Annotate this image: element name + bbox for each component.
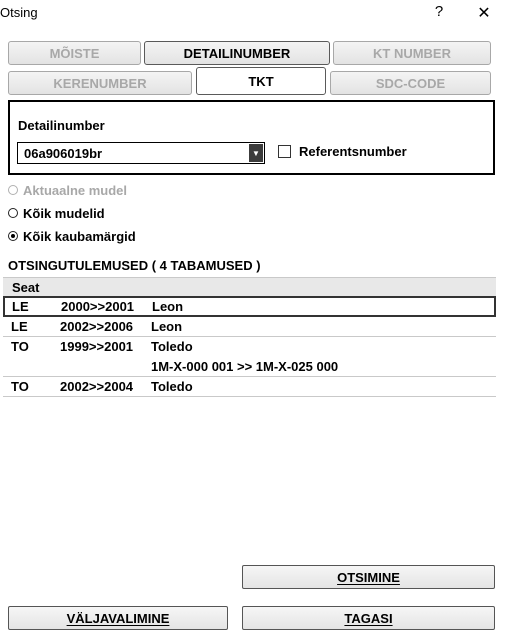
radio-label: Kõik kaubamärgid — [23, 228, 136, 244]
row-years: 2000>>2001 — [61, 299, 135, 314]
search-panel — [8, 100, 495, 175]
print-button[interactable] — [8, 606, 228, 630]
reference-number-label[interactable]: Referentsnumber — [299, 144, 407, 159]
search-button[interactable] — [242, 565, 495, 589]
tab-kerenumber[interactable]: KERENUMBER — [8, 71, 192, 95]
part-number-combobox[interactable] — [17, 142, 265, 164]
tab-detailinumber[interactable]: DETAILINUMBER — [144, 41, 330, 65]
part-number-label: Detailinumber — [18, 118, 105, 133]
radio-button[interactable] — [8, 185, 18, 195]
row-code: LE — [12, 299, 29, 314]
part-number-value: 06a906019br — [24, 146, 103, 161]
radio-all-models[interactable] — [8, 205, 105, 221]
reference-number-checkbox[interactable] — [278, 145, 291, 158]
back-button-label: TAGASI — [344, 610, 393, 626]
table-row[interactable] — [3, 296, 496, 317]
row-code: TO — [11, 339, 29, 354]
row-model: Toledo — [151, 379, 193, 394]
row-code: LE — [11, 319, 28, 334]
window-title: Otsing — [0, 5, 38, 20]
back-button[interactable] — [242, 606, 495, 630]
row-years: 2002>>2006 — [60, 319, 134, 334]
row-code: TO — [11, 379, 29, 394]
table-row[interactable] — [3, 317, 496, 337]
row-model: Leon — [151, 319, 183, 334]
row-model: Toledo — [151, 339, 193, 354]
radio-label: Aktuaalne mudel — [23, 182, 128, 198]
results-group-header — [3, 277, 496, 297]
radio-current-model[interactable] — [8, 182, 127, 198]
row-chassis-range: 1M-X-000 001 >> 1M-X-025 000 — [151, 359, 339, 374]
results-title: OTSINGUTULEMUSED ( 4 TABAMUSED ) — [8, 258, 261, 273]
help-button[interactable]: ? — [434, 3, 444, 20]
title-bar — [0, 0, 509, 26]
table-row[interactable] — [3, 377, 496, 397]
table-row[interactable] — [3, 337, 496, 377]
tab-sdc-code[interactable]: SDC-CODE — [330, 71, 491, 95]
tab-moiste[interactable]: MÕISTE — [8, 41, 141, 65]
search-button-label: OTSIMINE — [337, 569, 400, 585]
tab-tkt[interactable]: TKT — [196, 67, 326, 95]
radio-label: Kõik mudelid — [23, 205, 105, 221]
tab-kt-number[interactable]: KT NUMBER — [333, 41, 491, 65]
row-model: Leon — [152, 299, 184, 314]
print-button-label: VÄLJAVALIMINE — [66, 610, 170, 626]
chevron-down-icon[interactable]: ▼ — [249, 144, 263, 162]
row-years: 2002>>2004 — [60, 379, 134, 394]
close-button[interactable]: ✕ — [477, 5, 491, 22]
row-years: 1999>>2001 — [60, 339, 134, 354]
radio-button[interactable] — [8, 208, 18, 218]
group-brand: Seat — [12, 280, 40, 295]
radio-button[interactable] — [8, 231, 18, 241]
radio-all-brands[interactable] — [8, 228, 136, 244]
